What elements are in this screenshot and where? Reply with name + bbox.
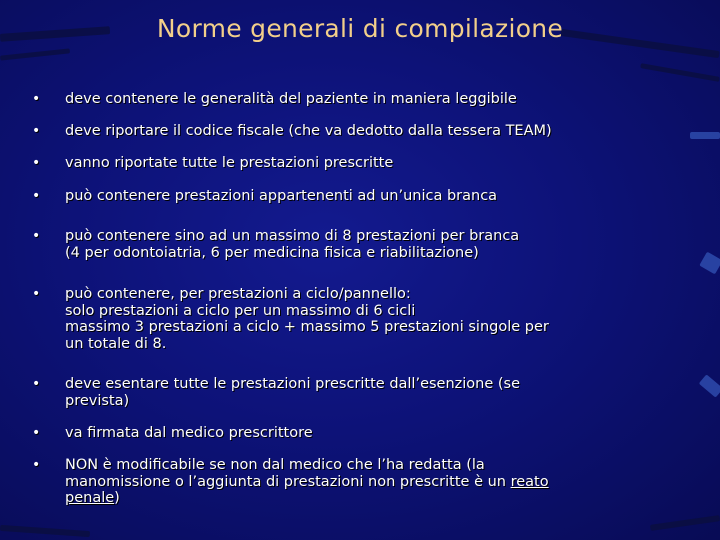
list-item-line: vanno riportate tutte le prestazioni prescritte xyxy=(65,155,394,171)
list-item-line xyxy=(65,474,685,491)
list-item-line: può contenere prestazioni appartenenti ad un’unica branca xyxy=(65,188,498,204)
underlined-term: reato xyxy=(510,473,549,490)
bullet-icon: • xyxy=(32,425,41,441)
bullet-icon: • xyxy=(32,457,41,473)
list-item-line: massimo 3 prestazioni a ciclo + massimo 5 prestazioni singole per xyxy=(65,319,549,335)
list-item-text xyxy=(65,123,685,140)
list-item-line: solo prestazioni a ciclo per un massimo di 6 cicli xyxy=(65,302,416,319)
list-item-text xyxy=(65,188,685,205)
bullet-icon: • xyxy=(32,123,41,139)
list-item-line: un totale di 8. xyxy=(65,335,167,352)
list-item-line: va firmata dal medico prescrittore xyxy=(65,425,313,441)
list-item-line-text: manomissione o l’aggiunta di prestazioni non prescritte è un xyxy=(65,473,511,490)
list-item-line: deve contenere le generalità del paziente in maniera leggibile xyxy=(65,91,517,107)
bullet-icon: • xyxy=(32,91,41,107)
list-item-text xyxy=(65,457,685,507)
list-item-text xyxy=(65,91,685,108)
list-item-line: può contenere, per prestazioni a ciclo/pannello: xyxy=(65,286,411,302)
list-item-line xyxy=(65,490,685,507)
closing-parenthesis: ) xyxy=(114,490,120,506)
list-item-line: (4 per odontoiatria, 6 per medicina fisica e riabilitazione) xyxy=(65,244,479,261)
bullet-icon: • xyxy=(32,286,41,302)
list-item-text xyxy=(65,425,685,442)
list-item-line: deve esentare tutte le prestazioni prescritte dall’esenzione (se xyxy=(65,376,521,392)
bullet-icon: • xyxy=(32,155,41,171)
list-item-line: NON è modificabile se non dal medico che l’ha redatta (la xyxy=(65,457,485,473)
list-item-line: può contenere sino ad un massimo di 8 prestazioni per branca xyxy=(65,228,520,244)
bullet-icon: • xyxy=(32,188,41,204)
bullet-icon: • xyxy=(32,376,41,392)
list-item-line: prevista) xyxy=(65,392,130,409)
list-item-line: deve riportare il codice fiscale (che va dedotto dalla tessera TEAM) xyxy=(65,123,552,139)
list-item-text xyxy=(65,376,685,409)
list-item-text xyxy=(65,155,685,172)
slide-title: Norme generali di compilazione xyxy=(156,14,564,43)
bullet-icon: • xyxy=(32,228,41,244)
list-item-text xyxy=(65,228,685,261)
list-item-text xyxy=(65,286,685,352)
underlined-term: penale xyxy=(65,490,115,506)
